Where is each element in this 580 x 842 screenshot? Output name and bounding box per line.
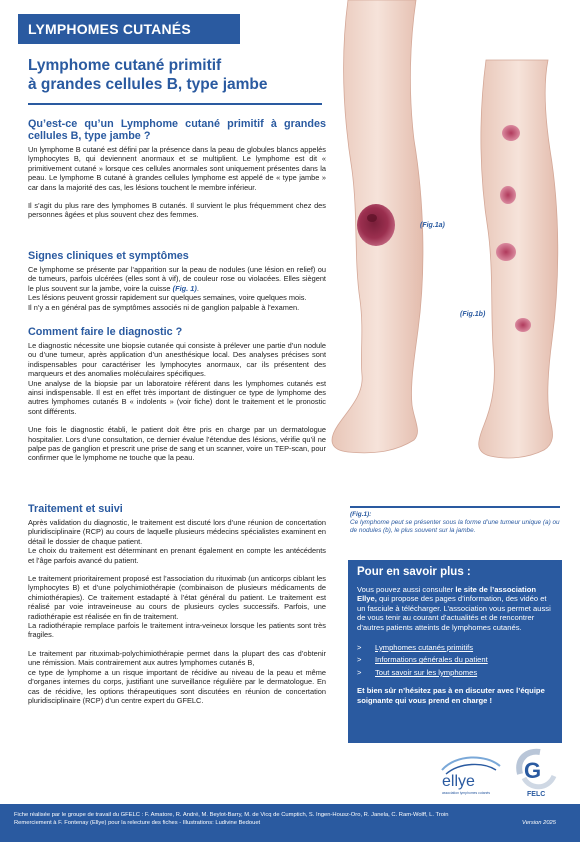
- ellye-site-link[interactable]: le site de l’association Ellye,: [357, 584, 536, 604]
- link-list: [357, 643, 553, 678]
- figure-label-b: (Fig.1b): [460, 311, 486, 318]
- figure-label-a: (Fig.1a): [420, 222, 445, 229]
- paragraph: Le choix du traitement est déterminant en prenant également en compte les antécédents et l’âge parfois avancé du patient.: [28, 546, 326, 565]
- footer-version: Version 2025: [522, 820, 556, 826]
- paragraph: Une fois le diagnostic établi, le patient doit être pris en charge par un dermatologue hospitalier. Lors d’une consultation, ce dernier évalue l’étendue des lésions, vérifie qu’il ne palpe pas de ganglion et prescrit une prise de sang et un scanner, voire un TEP-scan, pour confirmer que le lymphome ne touche que la peau.: [28, 425, 326, 463]
- paragraph: [28, 265, 326, 293]
- ellye-wordmark: ellye: [442, 773, 475, 790]
- legs-illustration: [318, 0, 580, 500]
- section-heading: Traitement et suivi: [28, 503, 123, 515]
- footer: [0, 804, 580, 842]
- page-title: [28, 56, 328, 94]
- title-divider: [28, 103, 322, 105]
- title-line-1: Lymphome cutané primitif: [28, 57, 222, 74]
- section-treatment: [28, 503, 326, 705]
- info-box: [348, 560, 562, 743]
- info-box-closing: Et bien sûr n’hésitez pas à en discuter avec l’équipe soignante qui vous prend en charge !: [357, 686, 545, 705]
- section-heading: Signes cliniques et symptômes: [28, 250, 189, 262]
- figure-caption: [350, 511, 562, 535]
- paragraph: Il s’agit du plus rare des lymphomes B cutanés. Il survient le plus fréquemment chez des personnes âgées et plus souvent chez des femmes.: [28, 201, 326, 220]
- gfelc-wordmark: FELC: [527, 791, 546, 798]
- intro-text: Vous pouvez aussi consulter: [357, 584, 456, 594]
- caption-divider: [350, 506, 560, 508]
- title-line-2: à grandes cellules B, type jambe: [28, 76, 268, 93]
- figure-reference: (Fig. 1): [172, 283, 197, 293]
- paragraph-text: Ce lymphome se présente par l’apparition sur la peau de nodules (une lésion en relief) ou de tumeurs, parfois ulcérées (elles sont à vif), de couleur rose ou violacées. Elles siègent le plus souvent sur la jambe, voire la cuisse: [28, 265, 326, 293]
- footer-thanks: Remerciement à F. Fontenay (Ellye) pour la relecture des fiches - Illustrations: Ludivine Bedouet: [14, 820, 261, 826]
- leg-b-shape: [479, 60, 558, 458]
- ellye-subtitle: association lymphomes cutanés: [442, 791, 491, 795]
- link-label[interactable]: Lymphomes cutanés primitifs: [375, 642, 474, 652]
- nodule-lesion: [515, 318, 531, 332]
- header-tag: LYMPHOMES CUTANÉS: [18, 14, 240, 44]
- nodule-lesion: [496, 243, 516, 261]
- arrow-icon: >: [357, 655, 362, 665]
- paragraph: Après validation du diagnostic, le traitement est discuté lors d’une réunion de concertation pluridisciplinaire (RCP) au cours de laquelle plusieurs médecins spécialistes examinent en détail le dossier de chaque patient.: [28, 518, 326, 546]
- section-heading: Qu’est-ce qu’un Lymphome cutané primitif à grandes cellules B, type jambe ?: [28, 118, 326, 142]
- info-box-intro: [357, 585, 553, 633]
- caption-text: Ce lymphome peut se présenter sous la forme d’une tumeur unique (a) ou de nodules (b), le plus souvent sur la jambe.: [350, 519, 560, 534]
- section-heading: Comment faire le diagnostic ?: [28, 326, 183, 338]
- info-box-title: Pour en savoir plus :: [357, 566, 471, 578]
- gfelc-letter: G: [524, 758, 542, 783]
- link-label[interactable]: Informations générales du patient: [375, 655, 488, 665]
- link-lymphomes-cutanes[interactable]: [357, 643, 553, 653]
- link-informations-patient[interactable]: [357, 655, 553, 665]
- arrow-icon: >: [357, 642, 362, 652]
- paragraph: La radiothérapie remplace parfois le traitement intra-veineux lorsque les patients sont très fragiles.: [28, 621, 326, 640]
- paragraph: Il n’y a en général pas de symptômes associés ni de ganglion palpable à l’examen.: [28, 302, 300, 312]
- nodule-lesion: [500, 186, 516, 204]
- caption-title: (Fig.1):: [350, 511, 372, 518]
- paragraph: Le diagnostic nécessite une biopsie cutanée qui consiste à prélever une partie d’un nodule ou d’une tumeur, après application d’un anesthésique local. Des analyses précises sont indispensables pour caractériser les lymphocytes anormaux, car ils présentent des marqueurs et des anomalies moléculaires spécifiques.: [28, 341, 326, 379]
- nodule-lesion: [502, 125, 520, 141]
- gfelc-logo: [510, 744, 562, 800]
- section-signs: [28, 250, 326, 312]
- paragraph: Le traitement par rituximab-polychimiothérapie permet dans la plupart des cas d’obtenir une rémission. Mais contrairement aux autres lymphomes cutanés B,: [28, 648, 326, 668]
- paragraph: Le traitement prioritairement proposé est l’association du rituximab (un anticorps ciblant les lymphocytes B) et d’une polychimiothérapie (combinaison de plusieurs médicaments de chimiothérapies). Ce traitement estadapté à l’état général du patient. Le traitement est réalisé par voie intraveineuse au cours de plusieurs cycles successifs. Parfois, une radiothérapie est réalisée en fin de traitement.: [28, 574, 326, 621]
- ellye-logo: [436, 752, 506, 798]
- section-diagnosis: [28, 326, 326, 463]
- intro-text: qui propose des pages d’information, des vidéo et un fasciule à télécharger. L’association vous permet aussi de vous tenir au courant d’actualités et de rencontrer d’autres patients atteints de lymphomes cutanés.: [357, 594, 551, 632]
- footer-authors: Fiche réalisée par le groupe de travail du GFELC : F. Amatore, R. André, M. Beylot-Barry, M. de Vicq de Cumptich, S. Ingen-Housz-Oro, R. Janela, C. Ram-Wolff, L. Troin: [14, 812, 449, 818]
- tumor-lesion: [357, 204, 395, 246]
- paragraph: Une analyse de la biopsie par un laboratoire référent dans les lymphomes cutanés est ainsi indispensable. Il est en effet très important de distinguer ce type de lymphome des autres lymphomes cutanés B « indolents » (voir fiche) dont le traitement et le pronostic sont différents.: [28, 378, 326, 416]
- paragraph: ce type de lymphome a un risque important de récidive au niveau de la peau et même d’organes internes du corps, justifiant une surveillance régulière par le dermatologue. En cas de récidive, les options thérapeutiques sont discutées en réunion de concertation pluridisciplinaire (RCP) d’un centre expert du GFELC.: [28, 667, 326, 705]
- link-tout-savoir[interactable]: [357, 668, 553, 678]
- paragraph: Un lymphome B cutané est défini par la présence dans la peau de globules blancs appelés lymphocytes B, qui deviennent anormaux et se multiplient. Le lymphome est dit « primitivement cutané » lorsque ces cellules anormales sont uniquement présentes dans la peau. Le lymphome B cutané à grandes cellules lymphome est appelé de « type jambe » car dans la majorité des cas, les lésions touchent le membre inférieur.: [28, 145, 326, 192]
- paragraph: Les lésions peuvent grossir rapidement sur quelques semaines, voire quelques mois.: [28, 293, 307, 303]
- link-label[interactable]: Tout savoir sur les lymphomes: [375, 667, 478, 677]
- section-definition: [28, 118, 326, 220]
- paragraph-end: .: [196, 283, 199, 293]
- arrow-icon: >: [357, 667, 362, 677]
